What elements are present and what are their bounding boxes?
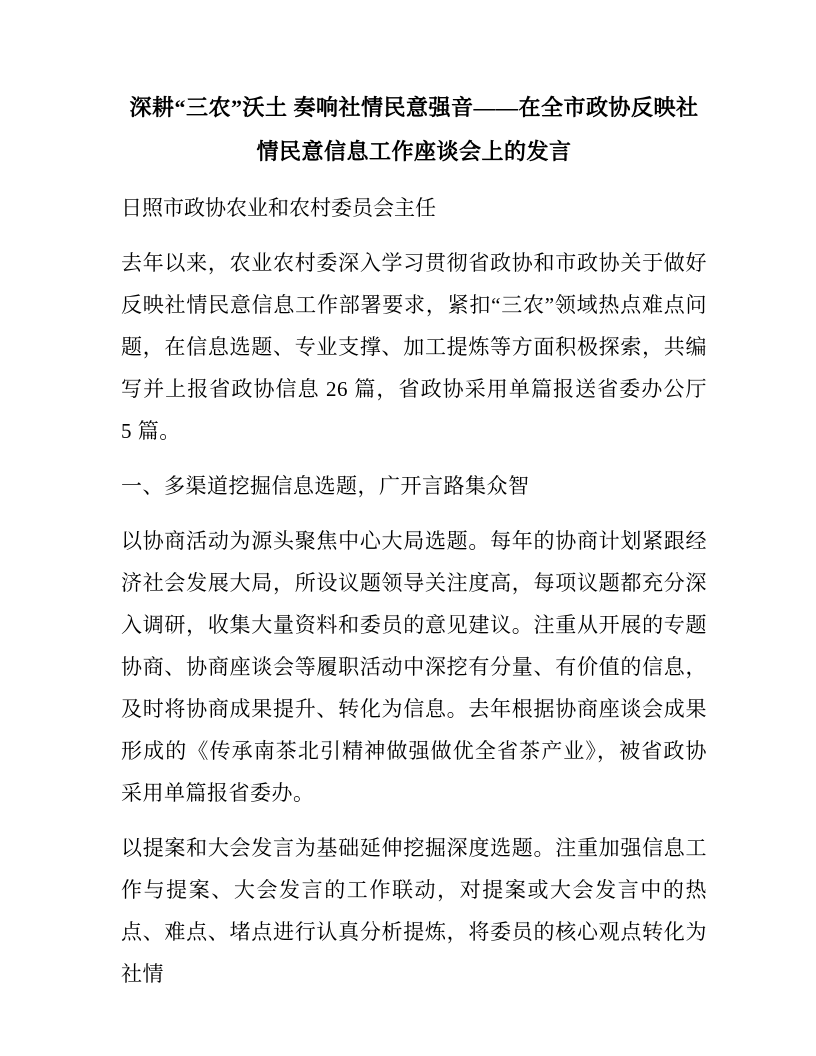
document-page xyxy=(121,86,707,995)
body-paragraph-intro: 去年以来，农业农村委深入学习贯彻省政协和市政协关于做好反映社情民意信息工作部署要求，紧扣“三农”领域热点难点问题，在信息选题、专业支撑、加工提炼等方面积极探索，共编写并上报省政协信息 26 篇，省政协采用单篇报送省委办公厅 5 篇。 xyxy=(121,251,707,443)
body-paragraph-consultation: 以协商活动为源头聚焦中心大局选题。每年的协商计划紧跟经济社会发展大局，所设议题领导关注度高，每项议题都充分深入调研，收集大量资料和委员的意见建议。注重从开展的专题协商、协商座谈会等履职活动中深挖有分量、有价值的信息，及时将协商成果提升、转化为信息。去年根据协商座谈会成果形成的《传承南茶北引精神做强做优全省茶产业》，被省政协采用单篇报省委办。 xyxy=(121,529,707,805)
author-byline: 日照市政协农业和农村委员会主任 xyxy=(121,196,436,220)
section-heading-one: 一、多渠道挖掘信息选题，广开言路集众智 xyxy=(121,474,530,498)
document-title: 深耕“三农”沃土 奏响社情民意强音——在全市政协反映社情民意信息工作座谈会上的发言 xyxy=(129,95,699,164)
body-paragraph-proposals: 以提案和大会发言为基础延伸挖掘深度选题。注重加强信息工作与提案、大会发言的工作联动，对提案或大会发言中的热点、难点、堵点进行认真分析提炼，将委员的核心观点转化为社情 xyxy=(121,836,707,986)
